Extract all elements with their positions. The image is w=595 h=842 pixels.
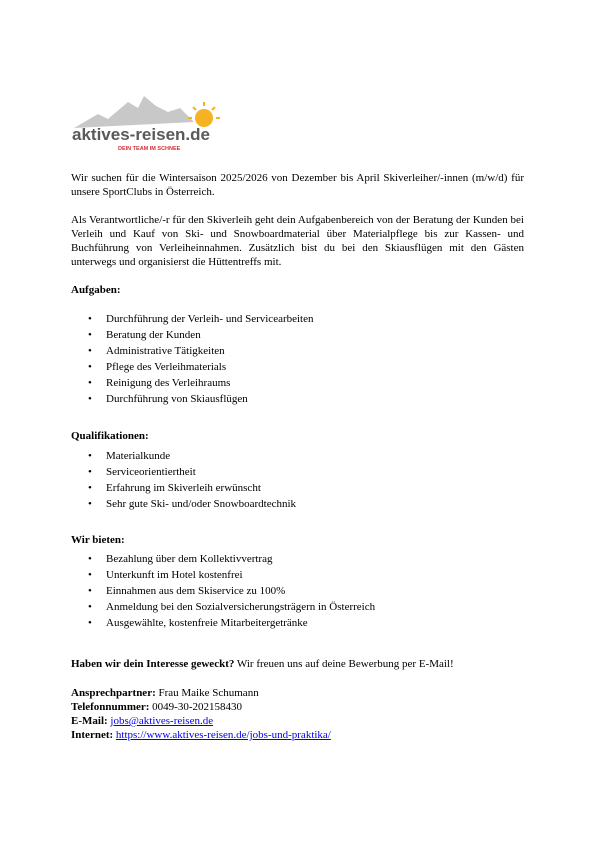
website-link[interactable]: https://www.aktives-reisen.de/jobs-und-praktika/ [115,729,331,741]
list-item-text: Beratung der Kunden [106,329,201,341]
bullet-icon: • [88,553,92,565]
bullet-icon: • [88,482,92,494]
bullet-icon: • [88,585,92,597]
phone-value: 0049-30-202158430 [149,701,242,713]
list-item [71,311,524,327]
list-item [71,551,524,567]
list-item [71,448,524,464]
qualifikationen-list [71,448,524,512]
bullet-icon: • [88,450,92,462]
list-item [71,496,524,512]
bullet-icon: • [88,345,92,357]
company-logo[interactable] [70,92,228,154]
list-item-text: Erfahrung im Skiverleih erwünscht [106,482,261,494]
aufgaben-list [71,311,524,407]
bullet-icon: • [88,498,92,510]
list-item-text: Reinigung des Verleihraums [106,377,231,389]
internet-line [71,728,524,742]
intro-paragraph-2: Als Verantwortliche/-r für den Skiverleih geht dein Aufgabenbereich von der Beratung der Kunden bei Verleih und Kauf von Ski- und Snowboardmaterial über Materialpflege bis zur Kassen- und Buchführung von Verleiheinnahmen. Zusätzlich bist du bei den Skiausflügen mit den Gästen unterwegs und organisierst die Hüttentreffs mit. [71,214,524,268]
list-item-text: Einnahmen aus dem Skiservice zu 100% [106,585,286,597]
list-item-text: Sehr gute Ski- und/oder Snowboardtechnik [106,498,297,510]
list-item [71,480,524,496]
email-label: E-Mail: [71,715,108,727]
list-item-text: Serviceorientiertheit [106,466,196,478]
logo-tagline: DEIN TEAM IM SCHNEE [118,146,181,152]
list-item-text: Pflege des Verleihmaterials [106,361,227,373]
aufgaben-heading: Aufgaben: [71,284,121,296]
list-item [71,343,524,359]
list-item [71,567,524,583]
list-item-text: Anmeldung bei den Sozialversicherungsträgern in Österreich [106,601,376,613]
list-item-text: Durchführung der Verleih- und Servicearbeiten [106,313,314,325]
intro-paragraph-1: Wir suchen für die Wintersaison 2025/2026 von Dezember bis April Skiverleiher/-innen (m/w/d) für unsere SportClubs in Österreich. [71,172,524,198]
logo-brand-text: aktives-reisen.de [72,125,210,144]
list-item-text: Administrative Tätigkeiten [106,345,225,357]
list-item [71,599,524,615]
bullet-icon: • [88,617,92,629]
list-item-text: Ausgewählte, kostenfreie Mitarbeitergetränke [106,617,308,629]
phone-line [71,700,524,714]
email-link[interactable]: jobs@aktives-reisen.de [110,715,214,727]
cta-text: Wir freuen uns auf deine Bewerbung per E-Mail! [234,658,454,670]
contact-person-line [71,686,524,700]
list-item [71,375,524,391]
bullet-icon: • [88,466,92,478]
cta-question: Haben wir dein Interesse geweckt? [71,658,235,670]
bullet-icon: • [88,329,92,341]
list-item [71,327,524,343]
email-line [71,714,524,728]
bullet-icon: • [88,393,92,405]
list-item-text: Unterkunft im Hotel kostenfrei [106,569,243,581]
bullet-icon: • [88,313,92,325]
list-item-text: Materialkunde [106,450,171,462]
list-item-text: Bezahlung über dem Kollektivvertrag [106,553,273,565]
wir-bieten-heading: Wir bieten: [71,534,125,546]
logo-graphic [70,92,228,154]
wir-bieten-list [71,551,524,631]
job-posting-content [71,171,524,742]
contact-person-value: Frau Maike Schumann [155,687,259,699]
bullet-icon: • [88,361,92,373]
list-item [71,615,524,631]
logo-mountain [74,96,194,128]
list-item [71,359,524,375]
bullet-icon: • [88,377,92,389]
qualifikationen-heading: Qualifikationen: [71,430,149,442]
contact-block [71,686,524,742]
list-item [71,391,524,407]
list-item [71,464,524,480]
list-item-text: Durchführung von Skiausflügen [106,393,248,405]
bullet-icon: • [88,569,92,581]
call-to-action [71,657,524,671]
phone-label: Telefonnummer: [71,701,150,713]
bullet-icon: • [88,601,92,613]
contact-person-label: Ansprechpartner: [71,687,156,699]
internet-label: Internet: [71,729,114,741]
list-item [71,583,524,599]
